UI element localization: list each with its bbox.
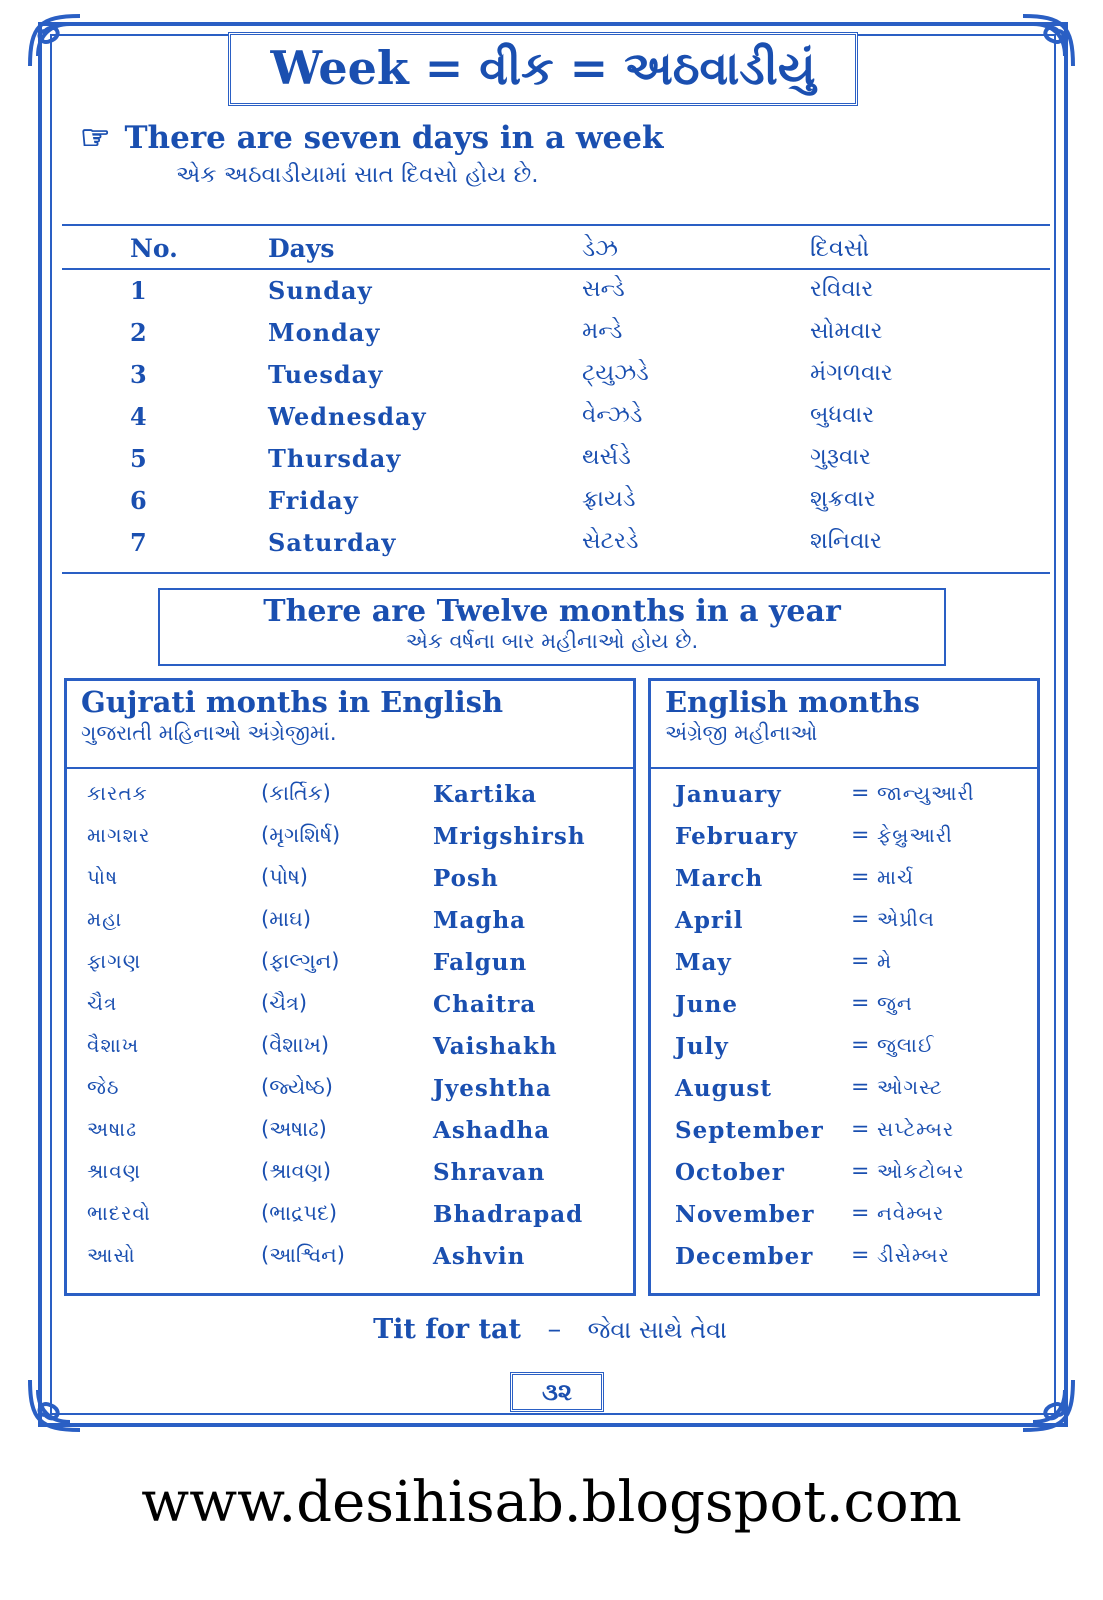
equals-sign: =	[851, 1201, 870, 1226]
equals-sign: =	[851, 781, 870, 806]
pointing-hand-icon: ☞	[80, 118, 111, 158]
month-gujarati-name: સપ્ટેમ્બર	[877, 1117, 955, 1141]
day-pronunciation: થર્સડે	[582, 444, 631, 470]
list-item	[651, 1159, 1037, 1201]
day-pronunciation: સન્ડે	[582, 276, 625, 302]
corner-ornament-top-left	[20, 6, 90, 76]
day-english: Wednesday	[268, 402, 427, 431]
day-gujarati: રવિવાર	[810, 276, 874, 302]
month-gujarati-name: આસો	[87, 1243, 136, 1267]
english-months-title: English months	[665, 685, 920, 719]
corner-ornament-bottom-left	[20, 1370, 90, 1440]
month-english-transliteration: Bhadrapad	[433, 1201, 584, 1228]
equals-sign: =	[851, 865, 870, 890]
months-intro-box	[158, 588, 946, 666]
days-table	[62, 224, 1050, 574]
month-english-name: November	[675, 1201, 815, 1228]
equals-sign: =	[851, 1117, 870, 1142]
days-intro-english: There are seven days in a week	[124, 120, 664, 156]
days-intro-gujarati: એક અઠવાડીયામાં સાત દિવસો હોય છે.	[176, 162, 539, 188]
month-gujarati-name: માર્ચ	[877, 865, 915, 889]
day-gujarati: શનિવાર	[810, 528, 882, 554]
month-gujarati-name: ચૈત્ર	[87, 991, 118, 1015]
list-item	[67, 823, 633, 865]
day-number: 3	[130, 360, 147, 389]
day-gujarati: સોમવાર	[810, 318, 883, 344]
list-item	[651, 865, 1037, 907]
month-gujarati-name: ફાગણ	[87, 949, 142, 973]
list-item	[651, 1243, 1037, 1285]
gujarati-months-panel	[64, 678, 636, 1296]
gujarati-months-title: Gujrati months in English	[81, 685, 504, 719]
month-gujarati-name: જેઠ	[87, 1075, 120, 1099]
month-sanskrit-name: (કાર્તિક)	[261, 781, 331, 805]
month-english-transliteration: Jyeshtha	[433, 1075, 552, 1102]
english-months-panel	[648, 678, 1040, 1296]
month-gujarati-name: વૈશાખ	[87, 1033, 140, 1057]
month-gujarati-name: નવેમ્બર	[877, 1201, 945, 1225]
month-sanskrit-name: (આશ્વિન)	[261, 1243, 345, 1267]
equals-sign: =	[851, 1159, 870, 1184]
days-table-header	[62, 226, 1050, 270]
equals-sign: =	[851, 1033, 870, 1058]
english-months-header	[651, 681, 1037, 769]
month-gujarati-name: માગશર	[87, 823, 151, 847]
month-english-name: March	[675, 865, 764, 892]
month-gujarati-name: ભાદરવો	[87, 1201, 151, 1225]
month-gujarati-name: એપ્રીલ	[877, 907, 935, 931]
equals-sign: =	[851, 1075, 870, 1100]
day-gujarati: ગુરૂવાર	[810, 444, 871, 470]
page-number: ૩૨	[510, 1372, 604, 1412]
gujarati-months-header	[67, 681, 633, 769]
month-gujarati-name: મે	[877, 949, 893, 973]
day-english: Monday	[268, 318, 381, 347]
day-pronunciation: ફ્રાયડે	[582, 486, 636, 512]
list-item	[67, 781, 633, 823]
day-gujarati: બુધવાર	[810, 402, 875, 428]
day-english: Tuesday	[268, 360, 384, 389]
month-sanskrit-name: (જ્યેષ્ઠ)	[261, 1075, 333, 1099]
day-number: 7	[130, 528, 147, 557]
equals-sign: =	[851, 991, 870, 1016]
month-english-name: October	[675, 1159, 785, 1186]
days-intro	[80, 118, 1020, 188]
header-no: No.	[130, 234, 178, 263]
table-row	[62, 360, 1050, 402]
month-gujarati-name: જુલાઈ	[877, 1033, 935, 1057]
table-row	[62, 486, 1050, 528]
months-intro-english: There are Twelve months in a year	[263, 594, 841, 629]
equals-sign: =	[851, 907, 870, 932]
month-sanskrit-name: (શ્રાવણ)	[261, 1159, 332, 1183]
month-english-name: September	[675, 1117, 824, 1144]
month-english-transliteration: Ashvin	[433, 1243, 526, 1270]
day-number: 2	[130, 318, 147, 347]
month-gujarati-name: ડીસેમ્બર	[877, 1243, 950, 1267]
day-english: Sunday	[268, 276, 373, 305]
month-sanskrit-name: (અષાઢ)	[261, 1117, 327, 1141]
page-title: Week = વીક = અઠવાડીયું	[270, 41, 816, 95]
day-number: 1	[130, 276, 147, 305]
month-english-transliteration: Shravan	[433, 1159, 546, 1186]
day-english: Saturday	[268, 528, 397, 557]
month-english-transliteration: Magha	[433, 907, 527, 934]
month-gujarati-name: અષાઢ	[87, 1117, 138, 1141]
list-item	[67, 1033, 633, 1075]
list-item	[67, 1075, 633, 1117]
header-gujarati: દિવસો	[810, 234, 870, 262]
month-english-name: January	[675, 781, 782, 808]
table-row	[62, 318, 1050, 360]
table-row	[62, 528, 1050, 570]
day-pronunciation: મન્ડે	[582, 318, 623, 344]
list-item	[651, 991, 1037, 1033]
month-sanskrit-name: (માઘ)	[261, 907, 312, 931]
month-gujarati-name: જાન્યુઆરી	[877, 781, 975, 805]
gujarati-months-subtitle: ગુજરાતી મહિનાઓ અંગ્રેજીમાં.	[81, 721, 337, 745]
day-pronunciation: વેન્ઝડે	[582, 402, 643, 428]
months-intro-gujarati: એક વર્ષના બાર મહીનાઓ હોય છે.	[405, 629, 699, 653]
month-english-name: February	[675, 823, 799, 850]
month-gujarati-name: ઓકટોબર	[877, 1159, 965, 1183]
month-english-name: April	[675, 907, 744, 934]
month-english-transliteration: Kartika	[433, 781, 538, 808]
day-pronunciation: ટ્યુઝડે	[582, 360, 649, 386]
month-english-transliteration: Mrigshirsh	[433, 823, 586, 850]
month-gujarati-name: પોષ	[87, 865, 119, 889]
month-english-name: June	[675, 991, 738, 1018]
day-number: 4	[130, 402, 147, 431]
equals-sign: =	[851, 823, 870, 848]
list-item	[67, 865, 633, 907]
list-item	[67, 1243, 633, 1285]
list-item	[67, 1117, 633, 1159]
month-english-name: July	[675, 1033, 729, 1060]
month-english-transliteration: Posh	[433, 865, 499, 892]
list-item	[651, 1117, 1037, 1159]
corner-ornament-top-right	[1013, 6, 1083, 76]
month-sanskrit-name: (પોષ)	[261, 865, 309, 889]
proverb-english: Tit for tat	[373, 1314, 521, 1345]
list-item	[651, 1033, 1037, 1075]
proverb	[200, 1314, 900, 1345]
day-pronunciation: સેટરડે	[582, 528, 639, 554]
proverb-gujarati: જેવા સાથે તેવા	[587, 1316, 727, 1344]
table-row	[62, 444, 1050, 486]
day-number: 6	[130, 486, 147, 515]
list-item	[67, 949, 633, 991]
month-english-transliteration: Vaishakh	[433, 1033, 558, 1060]
list-item	[651, 907, 1037, 949]
website-url: www.desihisab.blogspot.com	[141, 1470, 962, 1535]
list-item	[651, 1075, 1037, 1117]
month-english-transliteration: Falgun	[433, 949, 528, 976]
day-gujarati: મંગળવાર	[810, 360, 893, 386]
month-english-transliteration: Ashadha	[433, 1117, 551, 1144]
month-english-name: May	[675, 949, 732, 976]
english-months-subtitle: અંગ્રેજી મહીનાઓ	[665, 721, 818, 745]
month-sanskrit-name: (મૃગશિર્ષ)	[261, 823, 341, 847]
equals-sign: =	[851, 1243, 870, 1268]
list-item	[67, 991, 633, 1033]
header-days: Days	[268, 234, 335, 263]
month-sanskrit-name: (ચૈત્ર)	[261, 991, 308, 1015]
corner-ornament-bottom-right	[1013, 1370, 1083, 1440]
list-item	[67, 907, 633, 949]
month-sanskrit-name: (વૈશાખ)	[261, 1033, 330, 1057]
month-gujarati-name: ઓગસ્ટ	[877, 1075, 943, 1099]
day-number: 5	[130, 444, 147, 473]
title-box	[228, 32, 858, 106]
equals-sign: =	[851, 949, 870, 974]
month-english-name: August	[675, 1075, 772, 1102]
month-english-transliteration: Chaitra	[433, 991, 537, 1018]
day-english: Friday	[268, 486, 359, 515]
month-gujarati-name: કારતક	[87, 781, 148, 805]
month-gujarati-name: ફેબ્રુઆરી	[877, 823, 953, 847]
day-gujarati: શુક્રવાર	[810, 486, 876, 512]
header-pronunciation: ડેઝ	[582, 234, 619, 262]
list-item	[67, 1201, 633, 1243]
list-item	[651, 949, 1037, 991]
month-english-name: December	[675, 1243, 814, 1270]
month-gujarati-name: શ્રાવણ	[87, 1159, 142, 1183]
month-gujarati-name: મહા	[87, 907, 123, 931]
list-item	[651, 823, 1037, 865]
month-gujarati-name: જુન	[877, 991, 913, 1015]
table-row	[62, 276, 1050, 318]
month-sanskrit-name: (ભાદ્રપદ)	[261, 1201, 338, 1225]
day-english: Thursday	[268, 444, 402, 473]
proverb-dash: –	[547, 1314, 562, 1345]
list-item	[651, 781, 1037, 823]
list-item	[651, 1201, 1037, 1243]
month-sanskrit-name: (ફાલ્ગુન)	[261, 949, 340, 973]
list-item	[67, 1159, 633, 1201]
table-row	[62, 402, 1050, 444]
